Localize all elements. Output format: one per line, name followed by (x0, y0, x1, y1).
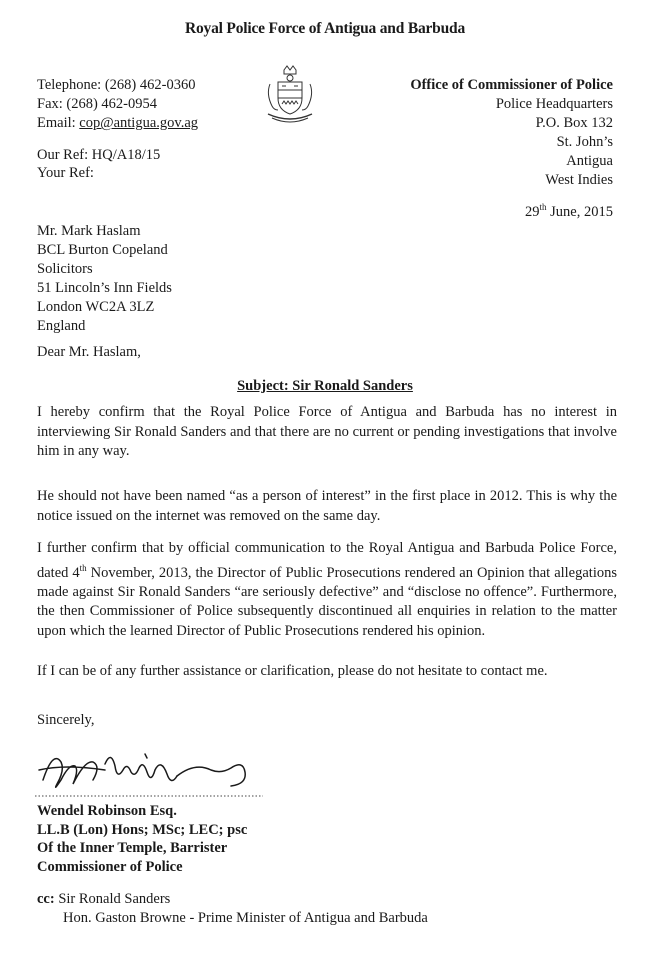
telephone: Telephone: (268) 462-0360 (37, 77, 196, 93)
office-line: P.O. Box 132 (535, 115, 613, 131)
signatory-qualifications: LL.B (Lon) Hons; MSc; LEC; psc (37, 821, 248, 838)
office-line: Antigua (566, 153, 613, 169)
office-line: Police Headquarters (495, 96, 613, 112)
signature-icon (35, 740, 265, 800)
contact-block (37, 76, 198, 133)
office-block (410, 76, 613, 190)
office-line: West Indies (545, 172, 613, 188)
cc-block (37, 890, 428, 928)
body-paragraph-3: I further confirm that by official communication to the Royal Antigua and Barbuda Police Force, dated 4th November, 2013, the Director of Public Prosecutions rendered an Opinion that allegations made against Sir Ronald Sanders “are seriously defective” and “disclose no offence”. Furthermore, the then Commissioner of Police subsequently discontinued all enquiries in relation to the matter upon which the learned Director of Public Prosecutions rendered his opinion. (37, 540, 618, 639)
cc-recipient: Sir Ronald Sanders (58, 891, 171, 907)
letter-date: 29th June, 2015 (525, 202, 613, 220)
our-ref: Our Ref: HQ/A18/15 (37, 147, 161, 163)
office-line: St. John’s (556, 134, 613, 150)
body-paragraph-2: He should not have been named “as a person of interest” in the first place in 2012. This is why the notice issued on the internet was removed on the same day. (37, 488, 617, 524)
email-line (37, 114, 198, 133)
signatory-affiliation: Of the Inner Temple, Barrister (37, 840, 228, 856)
recipient-line: 51 Lincoln’s Inn Fields (37, 280, 172, 296)
salutation: Dear Mr. Haslam, (37, 344, 141, 360)
office-name: Office of Commissioner of Police (410, 77, 613, 93)
body-paragraph-1: I hereby confirm that the Royal Police Force of Antigua and Barbuda has no interest in interviewing Sir Ronald Sanders and that there are no current or pending investigations that involve him in any way. (37, 404, 617, 459)
body-paragraph-4: If I can be of any further assistance or clarification, please do not hesitate to contact me. (37, 663, 548, 679)
email-link[interactable]: cop@antigua.gov.ag (79, 115, 199, 131)
recipient-line: Mr. Mark Haslam (37, 223, 141, 239)
reference-block (37, 146, 160, 182)
fax: Fax: (268) 462-0954 (37, 96, 158, 112)
cc-label: cc: (37, 891, 59, 907)
recipient-line: Solicitors (37, 261, 93, 277)
your-ref: Your Ref: (37, 165, 94, 181)
recipient-line: BCL Burton Copeland (37, 242, 168, 258)
email-label: Email: (37, 115, 80, 131)
closing: Sincerely, (37, 712, 95, 728)
recipient-line: London WC2A 3LZ (37, 299, 155, 315)
recipient-line: England (37, 318, 86, 334)
signatory-block (37, 802, 247, 876)
recipient-address (37, 222, 172, 336)
signatory-name: Wendel Robinson Esq. (37, 803, 177, 819)
letterhead-title: Royal Police Force of Antigua and Barbuda (185, 20, 465, 37)
signatory-title: Commissioner of Police (37, 858, 183, 875)
coat-of-arms-icon (258, 64, 322, 128)
subject-line: Subject: Sir Ronald Sanders (237, 378, 413, 394)
cc-recipient: Hon. Gaston Browne - Prime Minister of Antigua and Barbuda (63, 910, 428, 926)
